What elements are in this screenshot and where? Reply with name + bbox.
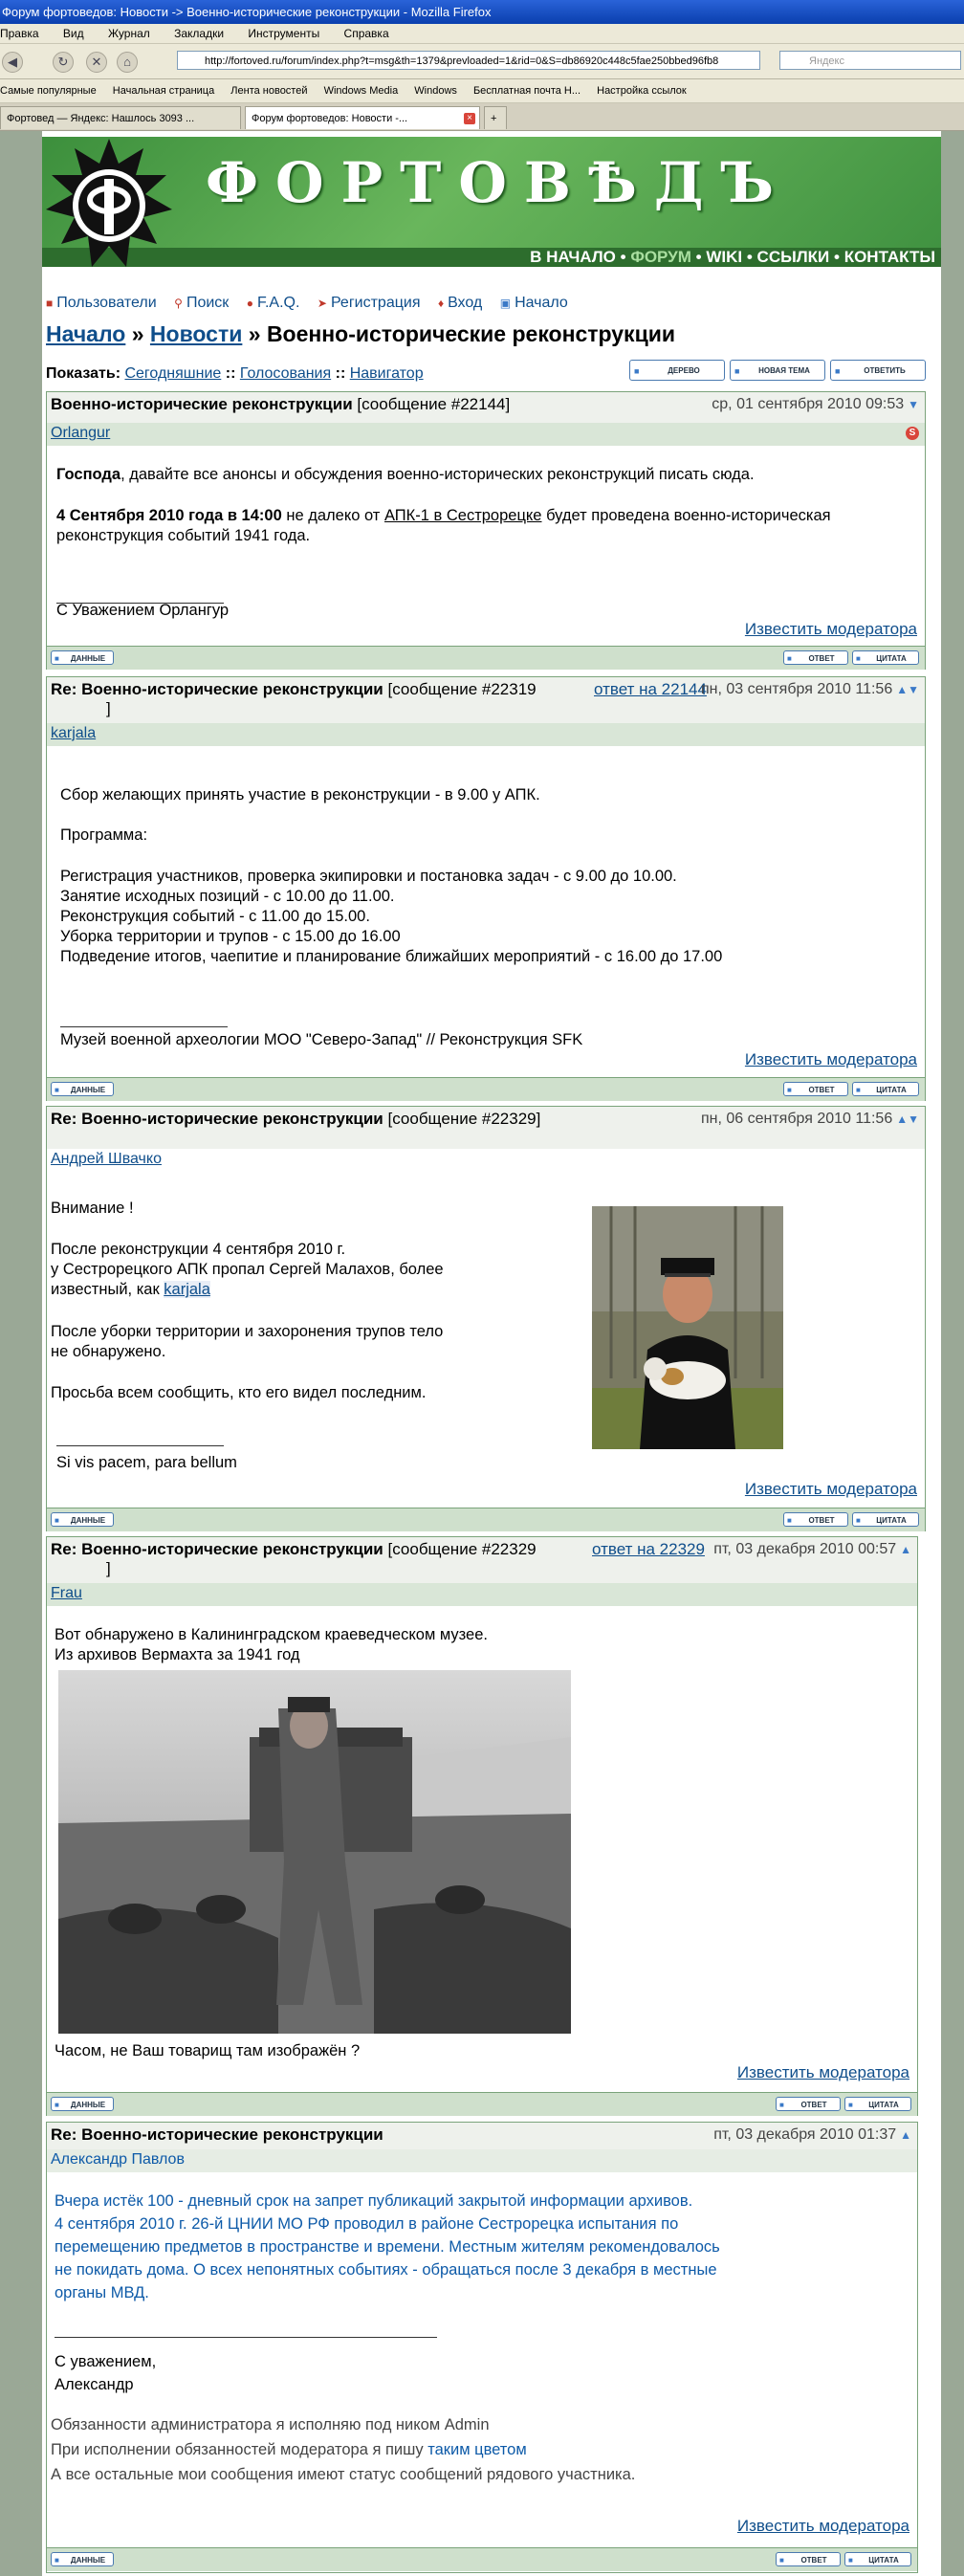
- post-msg-number: [сообщение #22329: [387, 1540, 537, 1558]
- post-body-line: Занятие исходных позиций - с 10.00 до 11.00.: [60, 888, 395, 905]
- nav-links[interactable]: ССЫЛКИ: [756, 248, 830, 266]
- post-frau: [46, 1536, 918, 2116]
- tab-yandex[interactable]: Фортовед — Яндекс: Нашлось 3093 ...: [0, 106, 241, 129]
- post-date-text: пн, 06 сентября 2010 11:56: [700, 1111, 893, 1127]
- post-subject: Re: Военно-исторические реконструкции: [51, 1110, 383, 1128]
- post-date: [713, 2126, 911, 2144]
- menu-tools[interactable]: Инструменты: [248, 27, 320, 40]
- moderator-color-sample: таким цветом: [427, 2441, 527, 2458]
- menu-bookmarks[interactable]: Закладки: [174, 27, 225, 40]
- chevron-down-icon[interactable]: ▼: [908, 398, 919, 411]
- post-body-line: Вот обнаружено в Калининградском краеведческом музее.: [55, 1626, 488, 1643]
- users-icon: ■: [46, 297, 54, 310]
- report-moderator-link[interactable]: Известить модератора: [736, 2517, 909, 2535]
- report-moderator-link[interactable]: Известить модератора: [736, 2063, 909, 2081]
- login-icon: ♦: [437, 297, 445, 310]
- breadcrumb-sep: »: [248, 321, 261, 346]
- bookmark-item[interactable]: Windows: [414, 85, 457, 97]
- quote-button[interactable]: ■ ЦИТАТА: [844, 2097, 911, 2111]
- post-msg-number: [сообщение #22329]: [387, 1110, 541, 1128]
- quote-button[interactable]: ■ ЦИТАТА: [852, 650, 919, 665]
- quote-button[interactable]: ■ ЦИТАТА: [852, 1512, 919, 1527]
- profile-button[interactable]: ■ ДАННЫЕ: [51, 2097, 114, 2111]
- tree-view-button[interactable]: ■ ДЕРЕВО: [629, 360, 725, 381]
- report-moderator-link[interactable]: Известить модератора: [744, 620, 917, 638]
- post-date: [701, 1111, 919, 1128]
- post-author-bar: [47, 2149, 917, 2172]
- menu-history[interactable]: Журнал: [107, 27, 150, 40]
- nav-home[interactable]: В НАЧАЛО: [530, 248, 616, 266]
- photo-man-with-cat: [592, 1206, 783, 1449]
- reply-button[interactable]: ■ ОТВЕТ: [776, 2097, 841, 2111]
- post-body-line: Уборка территории и трупов - с 15.00 до 16.00: [60, 928, 401, 945]
- show-polls[interactable]: Голосования: [239, 365, 332, 382]
- admin-note-line: [51, 2440, 527, 2460]
- skype-icon[interactable]: S: [906, 427, 919, 440]
- nav-separator: •: [695, 248, 702, 266]
- menu-bar: [0, 24, 964, 44]
- toolbar-login[interactable]: [438, 295, 482, 311]
- post-subject: Re: Военно-исторические реконструкции: [51, 1540, 383, 1558]
- text: , давайте все анонсы и обсуждения военно-исторических реконструкций писать сюда.: [120, 466, 755, 483]
- show-bar: [46, 365, 424, 383]
- post-footer: [47, 1508, 925, 1531]
- text-bold: Господа: [56, 466, 121, 483]
- breadcrumb-sep: »: [131, 321, 144, 346]
- tab-bar: [0, 103, 964, 131]
- text: не далеко от: [281, 507, 384, 524]
- post-body-line: [51, 1280, 210, 1300]
- tab-forum[interactable]: [245, 106, 480, 129]
- post-date-text: пн, 03 сентября 2010 11:56: [700, 681, 893, 697]
- toolbar-search[interactable]: [174, 295, 229, 311]
- breadcrumb-section[interactable]: Новости: [149, 321, 243, 346]
- tab-forum-label: Форум фортоведов: Новости -...: [252, 113, 408, 124]
- post-date: [713, 1541, 911, 1558]
- reply-to-link[interactable]: ответ на 22329: [592, 1540, 705, 1558]
- post-body-line: не обнаружено.: [51, 1343, 166, 1360]
- post-body-line: Просьба всем сообщить, кто его видел последним.: [51, 1384, 427, 1401]
- moderator-text-line: не покидать дома. О всех непонятных событиях - обращаться после 3 декабря в местные: [55, 2261, 717, 2279]
- breadcrumb: [46, 321, 675, 347]
- post-header: [47, 2123, 917, 2149]
- report-moderator-link[interactable]: Известить модератора: [744, 1050, 917, 1068]
- sort-arrows-icon[interactable]: ▲▼: [896, 683, 919, 696]
- toolbar-start-label: Начало: [515, 295, 568, 311]
- post-22319: [46, 676, 926, 1101]
- post-signature: С Уважением Орлангур: [56, 602, 230, 619]
- sort-arrows-icon[interactable]: ▲▼: [896, 1112, 919, 1126]
- post-msg-number: [сообщение #22144]: [357, 395, 511, 413]
- post-author[interactable]: Orlangur: [51, 425, 111, 441]
- menu-help[interactable]: Справка: [343, 27, 389, 40]
- post-signature-line: Александр: [55, 2376, 134, 2393]
- close-icon[interactable]: ×: [464, 113, 475, 124]
- toolbar-search-label: Поиск: [186, 295, 230, 311]
- menu-edit[interactable]: Правка: [0, 27, 39, 40]
- bookmarks-bar: [0, 79, 964, 103]
- moderator-text-line: Вчера истёк 100 - дневный срок на запрет публикаций закрытой информации архивов.: [55, 2192, 693, 2210]
- post-body-line: Подведение итогов, чаепитие и планирование ближайших мероприятий - с 16.00 до 17.00: [60, 948, 723, 965]
- text-bold: 4 Сентября 2010 года в 14:00: [56, 507, 282, 524]
- nav-separator: •: [620, 248, 626, 266]
- post-body-line: Регистрация участников, проверка экипировки и постановка задач - с 9.00 до 10.00.: [60, 868, 677, 885]
- toolbar-users[interactable]: [46, 295, 157, 311]
- post-22144: [46, 391, 926, 670]
- post-msg-end: ]: [106, 1559, 111, 1577]
- back-icon[interactable]: ◀: [2, 52, 23, 73]
- post-date: [712, 396, 919, 413]
- post-body-line: Реконструкция событий - с 11.00 до 15.00.: [60, 908, 370, 925]
- post-msg-number: [сообщение #22319: [387, 680, 537, 698]
- post-author-bar: [47, 723, 925, 746]
- signature-divider: [60, 1026, 228, 1027]
- text: известный, как: [51, 1281, 160, 1298]
- post-body-line: Внимание !: [51, 1200, 134, 1217]
- stop-icon[interactable]: ✕: [86, 52, 107, 73]
- site-name: ФОРТОВѢДЪ: [206, 150, 791, 215]
- post-pavlov: [46, 2122, 918, 2573]
- nav-contacts[interactable]: КОНТАКТЫ: [844, 248, 935, 266]
- post-link[interactable]: АПК-1 в Сестрорецке: [383, 507, 542, 524]
- post-header: [47, 1537, 917, 1583]
- toolbar-faq[interactable]: [247, 295, 300, 311]
- reply-button[interactable]: ■ ОТВЕТ: [776, 2552, 841, 2566]
- photo-caption: Часом, не Ваш товарищ там изображён ?: [55, 2042, 361, 2059]
- signature-divider: [55, 2337, 437, 2338]
- post-body-line: Из архивов Вермахта за 1941 год: [55, 1646, 300, 1663]
- archive-photo-wehrmacht: [58, 1670, 571, 2034]
- bookmark-item[interactable]: Бесплатная почта Н...: [472, 85, 581, 97]
- faq-icon: ●: [246, 297, 253, 310]
- quote-button[interactable]: ■ ЦИТАТА: [844, 2552, 911, 2566]
- show-navigator[interactable]: Навигатор: [349, 365, 424, 382]
- post-body-line: После реконструкции 4 сентября 2010 г.: [51, 1241, 346, 1258]
- post-author[interactable]: karjala: [51, 725, 97, 741]
- forum-toolbar: [46, 295, 581, 312]
- text: При исполнении обязанностей модератора я пишу: [51, 2441, 428, 2458]
- chevron-up-icon[interactable]: ▲: [900, 1543, 911, 1556]
- post-header: [47, 392, 925, 423]
- post-subject: Военно-исторические реконструкции: [51, 395, 353, 413]
- post-header: [47, 1107, 925, 1149]
- post-footer: [47, 2547, 917, 2571]
- profile-button[interactable]: ■ ДАННЫЕ: [51, 2552, 114, 2566]
- reload-icon[interactable]: ↻: [53, 52, 74, 73]
- post-date: [701, 681, 919, 698]
- fortoved-logo[interactable]: [42, 137, 176, 275]
- post-author[interactable]: Frau: [51, 1585, 82, 1601]
- show-sep: ::: [335, 365, 346, 382]
- nav-separator: •: [746, 248, 753, 266]
- search-input[interactable]: Яндекс: [779, 51, 961, 70]
- post-author[interactable]: Андрей Швачко: [51, 1151, 162, 1167]
- bookmark-item[interactable]: Лента новостей: [230, 85, 308, 97]
- post-author[interactable]: Александр Павлов: [51, 2151, 185, 2168]
- post-body-line: [56, 465, 755, 485]
- post-date-text: ср, 01 сентября 2010 09:53: [712, 396, 905, 412]
- reply-button[interactable]: ■ ОТВЕТ: [783, 1512, 848, 1527]
- url-bar[interactable]: http://fortoved.ru/forum/index.php?t=msg&th=1379&prevloaded=1&rid=0&S=db86920c448c5fae250bbed96fb8: [177, 51, 760, 70]
- post-footer: [47, 646, 925, 670]
- post-header: [47, 677, 925, 723]
- toolbar-login-label: Вход: [448, 295, 483, 311]
- moderator-text-line: 4 сентября 2010 г. 26-й ЦНИИ МО РФ проводил в районе Сестрорецка испытания по: [55, 2215, 679, 2233]
- post-author-bar: [47, 423, 925, 446]
- post-body-line: После уборки территории и захоронения трупов тело: [51, 1323, 444, 1340]
- chevron-up-icon[interactable]: ▲: [900, 2128, 911, 2142]
- post-22329: [46, 1106, 926, 1531]
- new-tab-button[interactable]: +: [484, 106, 507, 129]
- text: будет проведена военно-историческая: [541, 507, 831, 524]
- reply-button[interactable]: ■ ОТВЕТ: [783, 650, 848, 665]
- post-msg-end: ]: [106, 699, 111, 717]
- page-title: Военно-исторические реконструкции: [266, 321, 675, 346]
- home-icon[interactable]: ⌂: [117, 52, 138, 73]
- post-footer: [47, 1077, 925, 1101]
- toolbar-register[interactable]: [318, 295, 421, 311]
- nav-separator: •: [834, 248, 840, 266]
- profile-button[interactable]: ■ ДАННЫЕ: [51, 1082, 114, 1096]
- post-author-bar: [47, 1149, 925, 1172]
- post-signature: Музей военной археологии МОО "Северо-Запад" // Реконструкция SFK: [60, 1031, 583, 1048]
- menu-view[interactable]: Вид: [62, 27, 84, 40]
- show-label: Показать:: [46, 365, 121, 382]
- bookmark-item[interactable]: Самые популярные: [0, 85, 97, 97]
- moderator-text-line: перемещению предметов в пространстве и времени. Местным жителям рекомендовалось: [55, 2238, 720, 2256]
- toolbar-start[interactable]: [500, 295, 568, 311]
- post-date-text: пт, 03 декабря 2010 00:57: [713, 1541, 897, 1557]
- show-today[interactable]: Сегодняшние: [124, 365, 222, 382]
- post-footer: [47, 2092, 917, 2116]
- register-icon: ➤: [317, 297, 327, 310]
- post-body-line: Сбор желающих принять участие в реконструкции - в 9.00 у АПК.: [60, 786, 540, 804]
- reply-topic-button[interactable]: ■ ОТВЕТИТЬ: [830, 360, 926, 381]
- post-body-line: у Сестрорецкого АПК пропал Сергей Малахов, более: [51, 1261, 444, 1278]
- profile-button[interactable]: ■ ДАННЫЕ: [51, 1512, 114, 1527]
- report-moderator-link[interactable]: Известить модератора: [744, 1480, 917, 1498]
- bookmark-item[interactable]: Windows Media: [323, 85, 399, 97]
- bookmark-item[interactable]: Начальная страница: [112, 85, 215, 97]
- post-body-line: реконструкция событий 1941 года.: [56, 527, 311, 544]
- nav-forum[interactable]: ФОРУМ: [630, 248, 691, 266]
- nav-wiki[interactable]: WIKI: [706, 248, 743, 266]
- site-top-nav: [469, 248, 935, 267]
- show-sep: ::: [225, 365, 236, 382]
- admin-note-line: А все остальные мои сообщения имеют статус сообщений рядового участника.: [51, 2466, 636, 2483]
- toolbar-faq-label: F.A.Q.: [256, 295, 300, 311]
- search-icon: ⚲: [174, 297, 183, 310]
- mention-link[interactable]: karjala: [164, 1281, 210, 1298]
- window-title: Форум фортоведов: Новости -> Военно-исторические реконструкции - Mozilla Firefox: [0, 0, 964, 24]
- post-body-line: [56, 506, 831, 526]
- post-signature: Si vis pacem, para bellum: [56, 1454, 237, 1471]
- new-topic-button[interactable]: ■ НОВАЯ ТЕМА: [730, 360, 825, 381]
- post-subject: Re: Военно-исторические реконструкции: [51, 680, 383, 698]
- quote-button[interactable]: ■ ЦИТАТА: [852, 1082, 919, 1096]
- post-author-bar: [47, 1583, 917, 1606]
- post-body-line: Программа:: [60, 826, 148, 844]
- reply-to-link[interactable]: ответ на 22144: [594, 680, 707, 698]
- toolbar-register-label: Регистрация: [330, 295, 421, 311]
- admin-note-line: Обязанности администратора я исполняю под ником Admin: [51, 2416, 490, 2433]
- post-date-text: пт, 03 декабря 2010 01:37: [713, 2126, 897, 2143]
- start-icon: ▣: [499, 297, 512, 310]
- post-signature-line: С уважением,: [55, 2353, 157, 2370]
- moderator-text-line: органы МВД.: [55, 2284, 149, 2301]
- post-subject: Re: Военно-исторические реконструкции: [51, 2125, 383, 2144]
- bookmark-item[interactable]: Настройка ссылок: [597, 85, 687, 97]
- breadcrumb-home[interactable]: Начало: [46, 321, 126, 346]
- toolbar-users-label: Пользователи: [56, 295, 157, 311]
- reply-button[interactable]: ■ ОТВЕТ: [783, 1082, 848, 1096]
- signature-divider: [56, 1445, 224, 1446]
- profile-button[interactable]: ■ ДАННЫЕ: [51, 650, 114, 665]
